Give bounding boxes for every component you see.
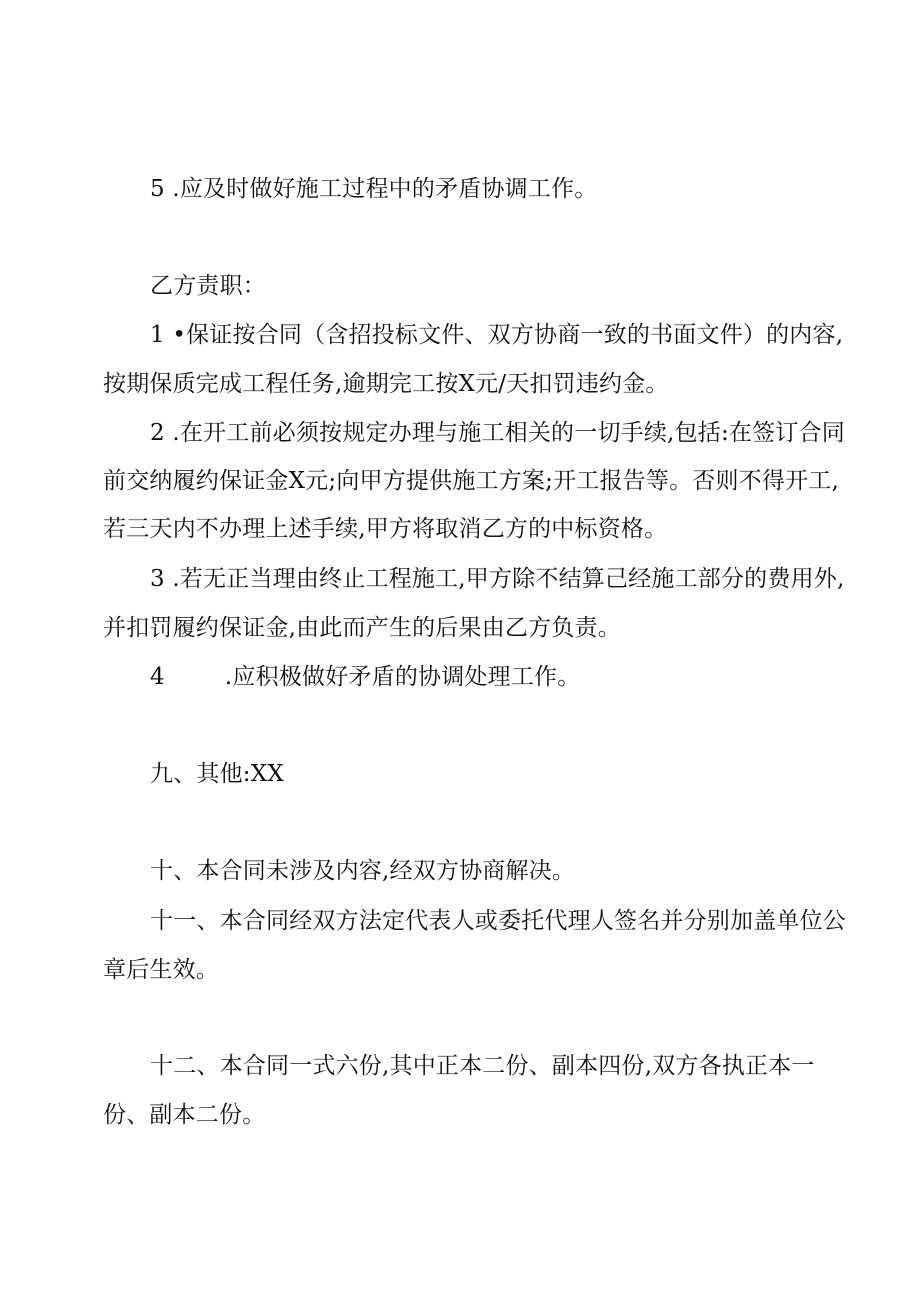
contractor-duty-item-4: 4 .应积极做好矛盾的协调处理工作。 <box>150 664 581 690</box>
owner-duty-item-5: 5 .应及时做好施工过程中的矛盾协调工作。 <box>150 176 598 202</box>
contractor-duty-item-2-line-1: 2 .在开工前必须按规定办理与施工相关的一切手续,包括:在签订合同 <box>150 420 845 446</box>
section-11-line-2: 章后生效。 <box>103 957 219 983</box>
section-12-line-2: 份、副本二份。 <box>103 1102 266 1128</box>
section-11-line-1: 十一、本合同经双方法定代表人或委托代理人签名并分别加盖单位公 <box>150 908 846 934</box>
contractor-duty-item-2-line-3: 若三天内不办理上述手续,甲方将取消乙方的中标资格。 <box>103 516 668 542</box>
section-12-line-1: 十二、本合同一式六份,其中正本二份、副本四份,双方各执正本一 <box>150 1053 815 1079</box>
section-10: 十、本合同未涉及内容,经双方协商解决。 <box>150 858 576 884</box>
contractor-duty-item-3-line-1: 3 .若无正当理由终止工程施工,甲方除不结算己经施工部分的费用外, <box>150 566 845 592</box>
section-9-other: 九、其他:XX <box>150 761 284 787</box>
contractor-duties-heading: 乙方责职： <box>150 273 266 299</box>
contractor-duty-item-1-line-2: 按期保质完成工程任务,逾期完工按X元/天扣罚违约金。 <box>103 371 669 397</box>
contractor-duty-item-3-line-2: 并扣罚履约保证金,由此而产生的后果由乙方负责。 <box>103 615 621 641</box>
contractor-duty-item-1-line-1: 1 •保证按合同（含招投标文件、双方协商一致的书面文件）的内容, <box>150 322 844 348</box>
contractor-duty-item-2-line-2: 前交纳履约保证金X元;向甲方提供施工方案;开工报告等。否则不得开工, <box>103 468 839 494</box>
